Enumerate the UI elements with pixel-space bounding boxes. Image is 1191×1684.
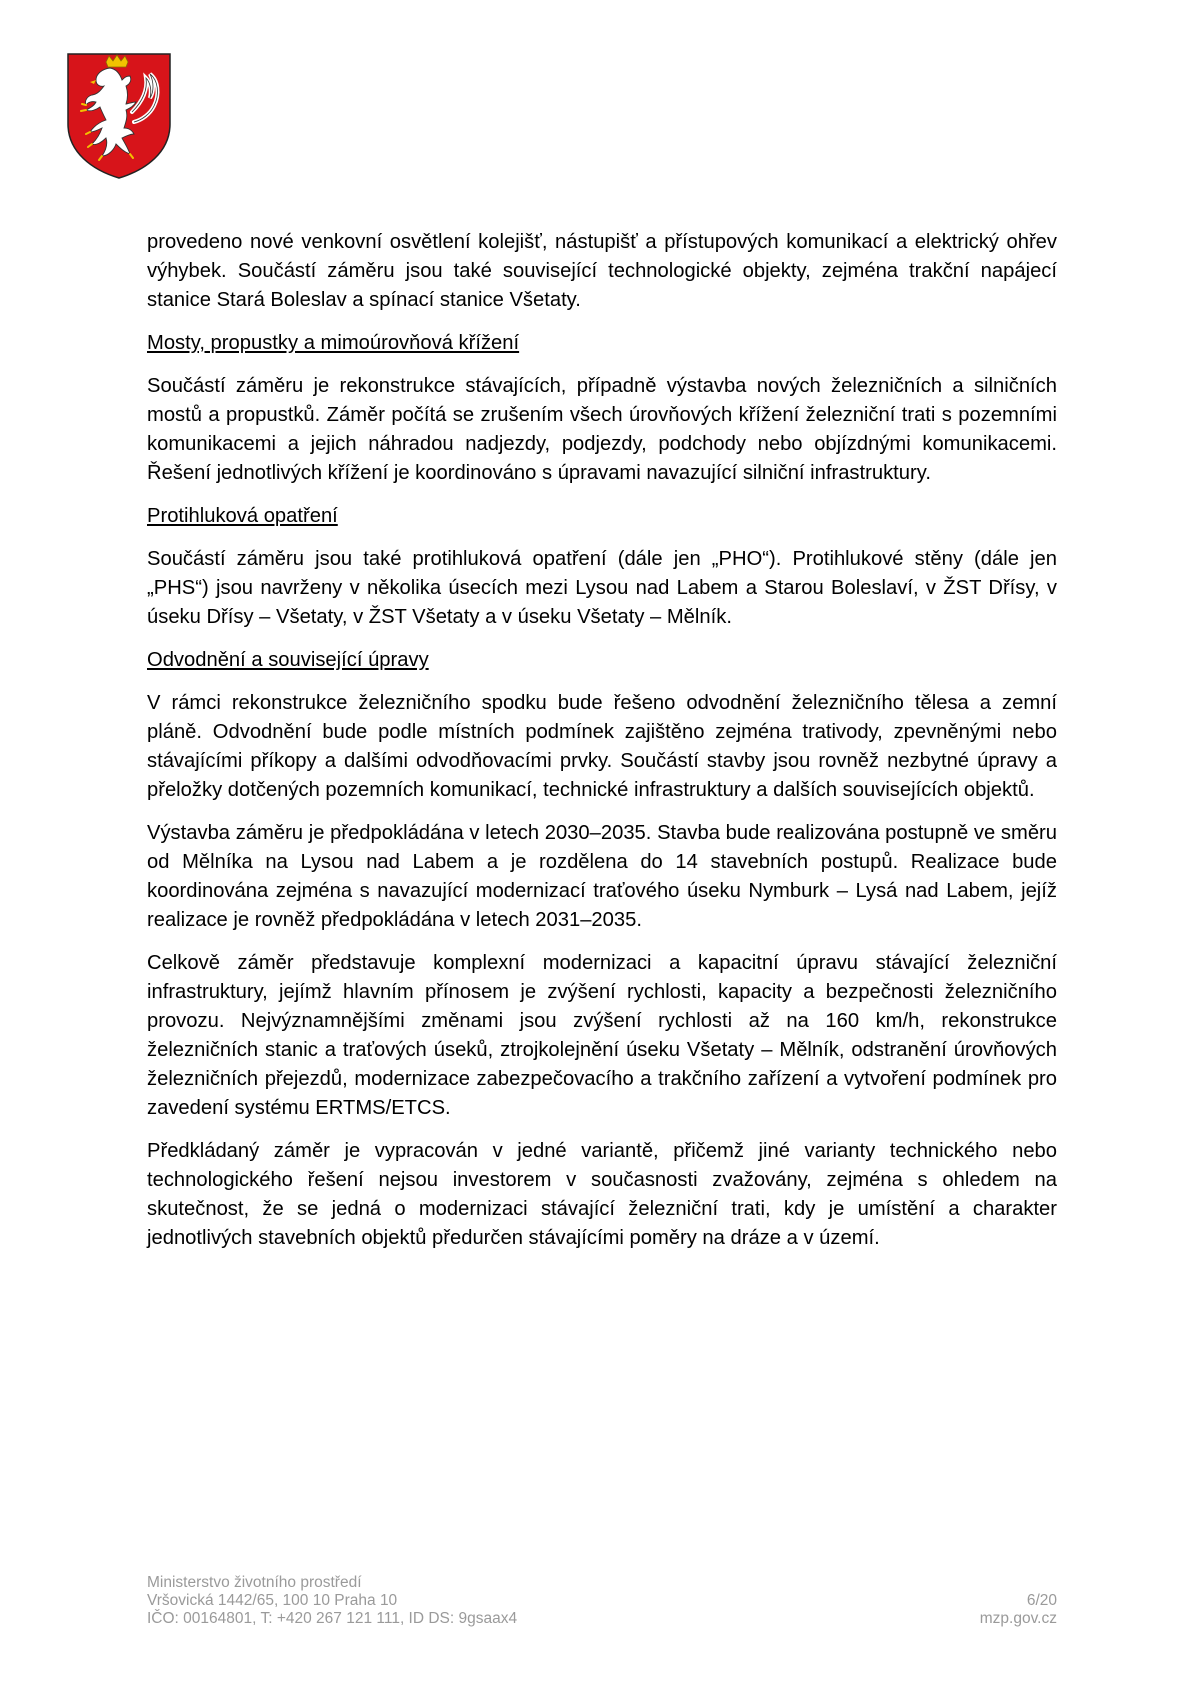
section-heading: Mosty, propustky a mimoúrovňová křížení [147, 332, 520, 354]
paragraph: Součástí záměru jsou také protihluková opatření (dále jen „PHO“). Protihlukové stěny (dále jen „PHS“) jsou navrženy v několika úsecích mezi Lysou nad Labem a Starou Boleslaví, v ŽST Dřísy, v úseku Dřísy – Všetaty, v ŽST Všetaty a v úseku Všetaty – Mělník. [147, 548, 1057, 628]
paragraph: provedeno nové venkovní osvětlení kolejišť, nástupišť a přístupových komunikací a elektrický ohřev výhybek. Součástí záměru jsou také související technologické objekty, zejména trakční napájecí stanice Stará Boleslav a spínací stanice Všetaty. [147, 231, 1057, 311]
section-heading: Odvodnění a související úpravy [147, 649, 429, 671]
paragraph: Součástí záměru je rekonstrukce stávajících, případně výstavba nových železničních a silničních mostů a propustků. Záměr počítá se zrušením všech úrovňových křížení železniční trati s pozemními komunikacemi a jejich náhradou nadjezdy, podjezdy, podchody nebo objízdnými komunikacemi. Řešení jednotlivých křížení je koordinováno s úpravami navazující silniční infrastruktury. [147, 375, 1057, 484]
page-number: 6/20 [1026, 1592, 1057, 1609]
footer-contact: IČO: 00164801, T: +420 267 121 111, ID DS: 9gsaax4 [147, 1610, 518, 1627]
footer-address: Vršovická 1442/65, 100 10 Praha 10 [147, 1592, 398, 1609]
paragraph: Předkládaný záměr je vypracován v jedné variantě, přičemž jiné varianty technického nebo technologického řešení nejsou investorem v současnosti zvažovány, zejména s ohledem na skutečnost, že se jedná o modernizaci stávající železniční trati, kdy je umístění a charakter jednotlivých stavebních objektů předurčen stávajícími poměry na dráze a v území. [147, 1140, 1057, 1249]
footer-website[interactable]: mzp.gov.cz [979, 1610, 1057, 1627]
document-body [147, 228, 1057, 1267]
paragraph: V rámci rekonstrukce železničního spodku bude řešeno odvodnění železničního tělesa a zemní pláně. Odvodnění bude podle místních podmínek zajištěno zejména trativody, zpevněnými nebo stávajícími příkopy a dalšími odvodňovacími prvky. Součástí stavby jsou rovněž nezbytné úpravy a přeložky dotčených pozemních komunikací, technické infrastruktury a dalších souvisejících objektů. [147, 692, 1057, 801]
section-heading: Protihluková opatření [147, 505, 338, 527]
footer-ministry: Ministerstvo životního prostředí [147, 1574, 362, 1591]
paragraph: Celkově záměr představuje komplexní modernizaci a kapacitní úpravu stávající železniční infrastruktury, jejímž hlavním přínosem je zvýšení rychlosti, kapacity a bezpečnosti železničního provozu. Nejvýznamnějšími změnami jsou zvýšení rychlosti až na 160 km/h, rekonstrukce železničních stanic a traťových úseků, ztrojkolejnění úseku Všetaty – Mělník, odstranění úrovňových železničních přejezdů, modernizace zabezpečovacího a trakčního zařízení a vytvoření podmínek pro zavedení systému ERTMS/ETCS. [147, 952, 1057, 1119]
paragraph: Výstavba záměru je předpokládána v letech 2030–2035. Stavba bude realizována postupně ve směru od Mělníka na Lysou nad Labem a je rozdělena do 14 stavebních postupů. Realizace bude koordinována zejména s navazující modernizací traťového úseku Nymburk – Lysá nad Labem, jejíž realizace je rovněž předpokládána v letech 2031–2035. [147, 822, 1057, 931]
coat-of-arms-icon [66, 52, 172, 180]
page-footer [147, 1574, 1057, 1628]
